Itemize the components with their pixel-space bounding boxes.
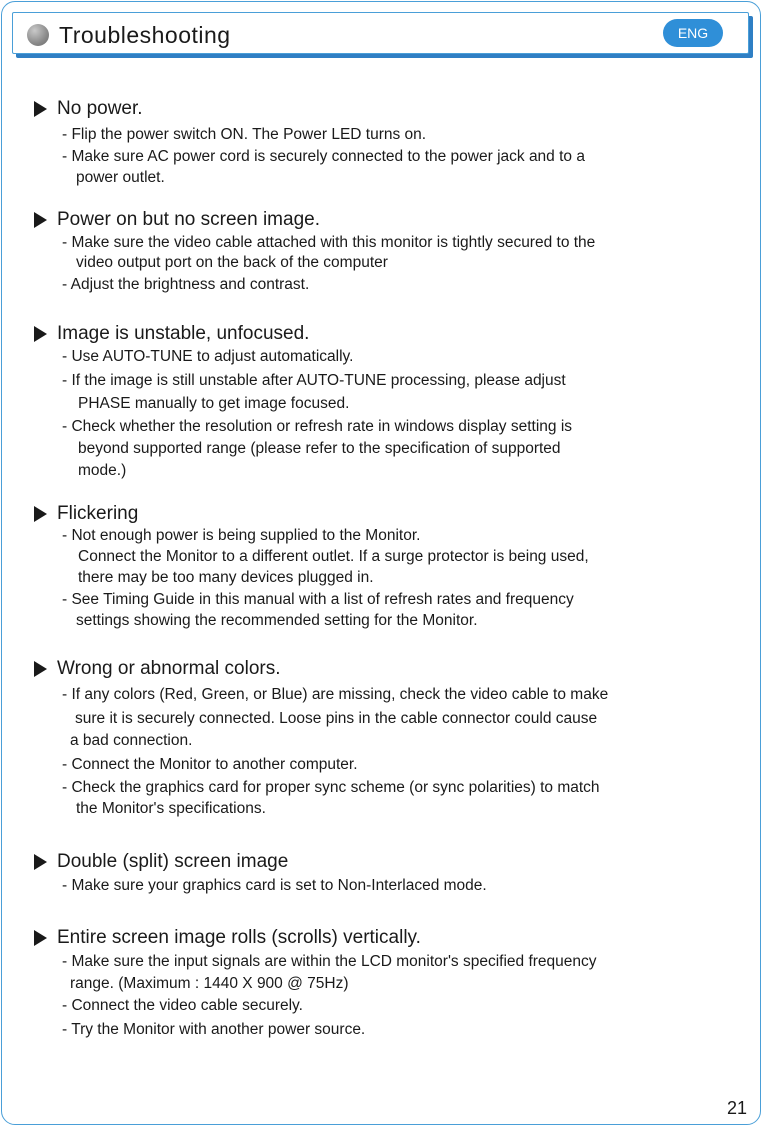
list-item: - Make sure your graphics card is set to Non-Interlaced mode. (62, 877, 487, 894)
page-title: Troubleshooting (59, 22, 231, 48)
arrow-right-icon (34, 854, 47, 870)
list-item: - Adjust the brightness and contrast. (62, 276, 310, 293)
list-item: - Try the Monitor with another power source. (62, 1021, 366, 1038)
list-item: a bad connection. (70, 732, 193, 749)
list-item: beyond supported range (please refer to the specification of supported (78, 440, 561, 457)
list-item: PHASE manually to get image focused. (78, 395, 350, 412)
section-wrong-colors (34, 658, 714, 680)
list-item: - Use AUTO-TUNE to adjust automatically. (62, 348, 354, 365)
section-title: Entire screen image rolls (scrolls) vertically. (57, 927, 421, 948)
section-unstable-image (34, 323, 714, 345)
section-screen-rolls (34, 927, 714, 949)
bullet-dot-icon (27, 24, 49, 46)
list-item: - Not enough power is being supplied to the Monitor. (62, 527, 421, 544)
section-title: Wrong or abnormal colors. (57, 658, 281, 679)
language-badge: ENG (663, 19, 723, 47)
list-item: - Make sure the input signals are within the LCD monitor's specified frequency (62, 953, 597, 970)
list-item: settings showing the recommended setting for the Monitor. (76, 612, 478, 629)
list-item: mode.) (78, 462, 127, 479)
list-item: sure it is securely connected. Loose pins in the cable connector could cause (75, 710, 598, 727)
section-title: Double (split) screen image (57, 851, 289, 872)
list-item: there may be too many devices plugged in. (78, 569, 374, 586)
section-title: Power on but no screen image. (57, 209, 320, 230)
arrow-right-icon (34, 212, 47, 228)
arrow-right-icon (34, 101, 47, 117)
arrow-right-icon (34, 930, 47, 946)
list-item: - Flip the power switch ON. The Power LED turns on. (62, 126, 427, 143)
list-item: - Connect the Monitor to another computer. (62, 756, 358, 773)
section-no-power (34, 98, 714, 120)
list-item: - Check whether the resolution or refresh rate in windows display setting is (62, 418, 573, 435)
section-double-screen (34, 851, 714, 873)
list-item: - If the image is still unstable after AUTO-TUNE processing, please adjust (62, 372, 566, 389)
section-title: Flickering (57, 503, 139, 524)
list-item: video output port on the back of the computer (76, 254, 388, 271)
list-item: - If any colors (Red, Green, or Blue) are missing, check the video cable to make (62, 686, 609, 703)
list-item: the Monitor's specifications. (76, 800, 266, 817)
list-item: - Make sure AC power cord is securely connected to the power jack and to a (62, 148, 585, 165)
arrow-right-icon (34, 326, 47, 342)
list-item: - See Timing Guide in this manual with a list of refresh rates and frequency (62, 591, 574, 608)
list-item: - Check the graphics card for proper sync scheme (or sync polarities) to match (62, 779, 600, 796)
header-bar (12, 12, 749, 54)
section-flickering (34, 503, 714, 525)
arrow-right-icon (34, 506, 47, 522)
section-title: No power. (57, 98, 143, 119)
arrow-right-icon (34, 661, 47, 677)
page-number: 21 (727, 1098, 748, 1118)
section-title: Image is unstable, unfocused. (57, 323, 310, 344)
list-item: - Make sure the video cable attached with this monitor is tightly secured to the (62, 234, 596, 251)
list-item: - Connect the video cable securely. (62, 997, 303, 1014)
section-no-screen-image (34, 209, 714, 231)
list-item: power outlet. (76, 169, 165, 186)
list-item: Connect the Monitor to a different outlet. If a surge protector is being used, (78, 548, 589, 565)
list-item: range. (Maximum : 1440 X 900 @ 75Hz) (70, 975, 349, 992)
